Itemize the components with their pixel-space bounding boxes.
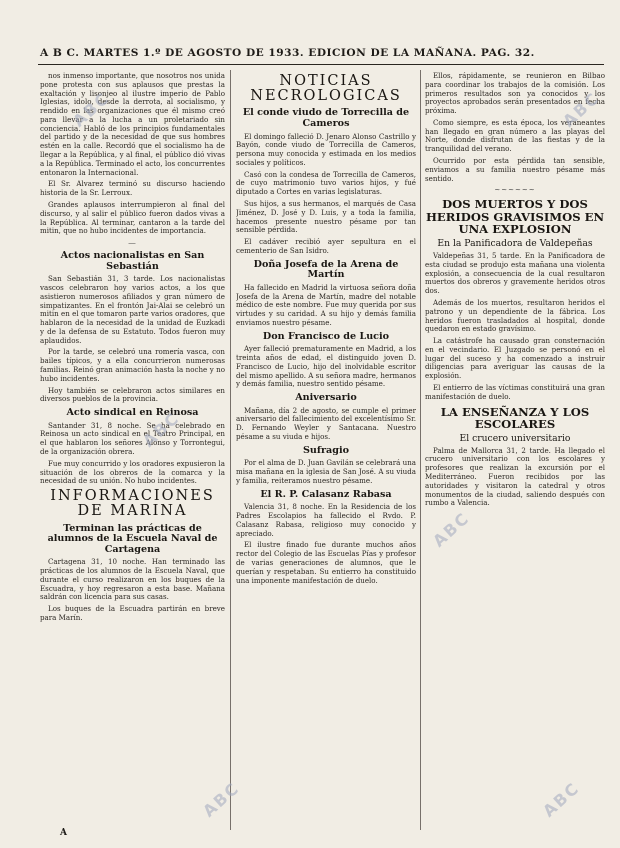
article-paragraph: El entierro de las víctimas constituirá una gran manifestación de duelo.	[425, 382, 605, 401]
headline-sindical: Acto sindical en Reinosa	[66, 407, 199, 419]
article-paragraph: Valdepeñas 31, 5 tarde. En la Panificadora de esta ciudad se produjo esta mañana una violenta explosión, a consecuencia de la cual resultaron muertos dos obreros y gravemente heridos otros dos.	[425, 251, 605, 296]
article-paragraph: Ha fallecido en Madrid la virtuosa señora doña Josefa de la Arena de Martín, madre del notable médico de este nombre. Fue muy querida por sus virtudes y su caridad. A su hijo y demás familia enviamos nuestro pésame.	[236, 282, 416, 327]
article-paragraph: Santander 31, 8 noche. Se ha celebrado en Reinosa un acto sindical en el Teatro Principal, en el que hablaron los señores Alonso y Torrontegui, de la organización obrera.	[40, 420, 225, 456]
headline-lucio: Don Francisco de Lucio	[262, 330, 390, 342]
column-1	[40, 72, 225, 836]
column-3	[425, 72, 605, 836]
watermark-text: ABC	[69, 88, 114, 131]
headline-explosion: DOS MUERTOS Y DOS HERIDOS GRAVISIMOS EN UNA EXPLOSION	[425, 197, 605, 237]
separator: ―	[128, 239, 137, 248]
article-paragraph: El domingo falleció D. Jenaro Alonso Castrillo y Bayón, conde viudo de Torrecilla de Cameros, persona muy conocida y estimada en los medios sociales y políticos.	[236, 131, 416, 167]
article-paragraph: Hoy también se celebraron actos similares en diversos pueblos de la provincia.	[40, 385, 225, 404]
article-paragraph: Por la tarde, se celebró una romería vasca, con bailes típicos, y a ella concurrieron numerosas familias. Reinó gran animación hasta la noche y no hubo incidentes.	[40, 347, 225, 383]
article-paragraph: Fue muy concurrido y los oradores expusieron la situación de los obreros de la comarca y la necesidad de su unión. No hubo incidentes.	[40, 458, 225, 486]
watermark-text: ABC	[429, 508, 474, 551]
article-paragraph: Mañana, día 2 de agosto, se cumple el primer aniversario del fallecimiento del excelentísimo Sr. D. Fernando Weyler y Santacana. Nuestro pésame a su viuda e hijos.	[236, 405, 416, 442]
article-paragraph: Ayer falleció prematuramente en Madrid, a los treinta años de edad, el distinguido joven D. Francisco de Lucio, hijo del inolvidable escritor del mismo apellido. A su señora madre, hermanos y demás familia, nuestro sentido pésame.	[236, 344, 416, 389]
headline-josefa: Doña Josefa de la Arena de Martín	[253, 258, 399, 281]
headline-actos: Actos nacionalistas en San Sebastián	[60, 250, 205, 272]
article-paragraph: Por el alma de D. Juan Gavilán se celebrará una misa mañana en la iglesia de San José. A su viuda y familia, reiteramos nuestro pésame.	[236, 458, 416, 485]
headline-ensenanza: LA ENSEÑANZA Y LOS ESCOLARES	[440, 404, 590, 432]
section-title-noticias: NOTICIAS NECROLOGICAS	[250, 73, 402, 105]
subheadline-crucero: El crucero universitario	[459, 432, 571, 444]
article-paragraph: Como siempre, es esta época, los veraneantes han llegado en gran número a las playas del Norte, donde disfrutan de las fiestas y de la tranquilidad del verano.	[425, 117, 605, 154]
article-paragraph: Los buques de la Escuadra partirán en breve para Marín.	[40, 604, 225, 622]
article-paragraph: Cartagena 31, 10 noche. Han terminado las prácticas de los alumnos de la Escuela Naval, que durante el curso realizaron en los buques de la Escuadra, y hoy regresaron a esta base. Mañana saldrán con licencia para sus casas.	[40, 557, 225, 602]
headline-conde: El conde viudo de Torrecilla de Cameros	[242, 107, 410, 129]
section-title-marina: INFORMACIONES DE MARINA	[50, 488, 215, 520]
article-paragraph: San Sebastián 31, 3 tarde. Los nacionalistas vascos celebraron hoy varios actos, a los que asistieron numerosos afiliados y gran número de simpatizantes. En el frontón Jai-Alai se celebró un mitin en el que tomaron parte varios oradores, que hablaron de la necesidad de la unidad de Euzkadi y de la defensa de su Estatuto. Todos fueron muy aplaudidos.	[40, 274, 225, 345]
article-paragraph: Además de los muertos, resultaron heridos el patrono y un dependiente de la fábrica. Los heridos fueron trasladados al hospital, donde quedaron en estado gravísimo.	[425, 297, 605, 334]
article-paragraph: Valencia 31, 8 noche. En la Residencia de los Padres Escolapios ha fallecido el Rvdo. P. Calasanz Rabasa, religioso muy conocido y apreciado.	[236, 502, 416, 538]
article-paragraph: Ocurrido por esta pérdida tan sensible, enviamos a su familia nuestro pésame más sentido.	[425, 156, 605, 183]
article-paragraph: Ellos, rápidamente, se reunieron en Bilbao para coordinar los trabajos de la comisión. Los primeros resultados son ya conocidos y los proyectos aprobados serán presentados en fecha próxima.	[425, 72, 605, 116]
headline-sufragio: Sufragio	[302, 444, 350, 456]
article-paragraph: La catástrofe ha causado gran consternación en el vecindario. El Juzgado se personó en el lugar del suceso y ha comenzado a instruir diligencias para averiguar las causas de la explosión.	[425, 336, 605, 381]
column-2	[236, 72, 416, 836]
column-divider	[420, 70, 421, 830]
article-paragraph: El cadáver recibió ayer sepultura en el cementerio de San Isidro.	[236, 237, 416, 255]
article-paragraph: El ilustre finado fue durante muchos años rector del Colegio de las Escuelas Pías y profesor de varias generaciones de alumnos, que le querían y respetaban. Su entierro ha constituido una imponente manifestación de duelo.	[236, 540, 416, 585]
article-paragraph: nos inmenso importante, que nosotros nos unida pone protesta con sus aplausos que prestas la exaltación y lisonjeo al ilustre imperio de Pablo Iglesias, idolo, desde la derrota, al socialismo, y rendido en las organizaciones que él mismo creó para llevar a la lucha a un proletariado sin conciencia. Habló de los principios fundamentales del partido y de la necesidad de que sus hombres estén en la calle. Recordó que el socialismo ha de llegar a la República, y al final, el público dió vivas a la República. Terminado el acto, los concurrentes entonaron la Internacional.	[40, 72, 225, 177]
page-header: A B C. MARTES 1.º DE AGOSTO DE 1933. EDICION DE LA MAÑANA. PAG. 32.	[40, 47, 535, 59]
header-rule	[38, 64, 604, 65]
article-paragraph: Casó con la condesa de Torrecilla de Cameros, de cuyo matrimonio tuvo varios hijos, y fué diputado a Cortes en varias legislaturas.	[236, 169, 416, 197]
separator: ~~~~~~	[494, 186, 536, 195]
headline-practicas: Terminan las prácticas de alumnos de la Escuela Naval de Cartagena	[47, 522, 218, 555]
article-paragraph: Grandes aplausos interrumpieron al final del discurso, y al salir el público fueron dados vivas a la República. Al terminar, cantaron a la tarde del mitin, que no hubo incidentes de importancia.	[40, 199, 225, 236]
watermark-text: ABC	[139, 408, 184, 451]
watermark-text: ABC	[199, 778, 244, 821]
watermark-text: ABC	[559, 88, 604, 131]
watermark-text: ABC	[539, 778, 584, 821]
headline-rabasa: El R. P. Calasanz Rabasa	[260, 488, 392, 500]
article-paragraph: Palma de Mallorca 31, 2 tarde. Ha llegado el crucero universitario con los escolares y profesores que realizan la excursión por el Mediterráneo. Fueron recibidos por las autoridades y visitaron la catedral y otros monumentos de la ciudad, saliendo después con rumbo a Valencia.	[425, 445, 605, 508]
article-paragraph: El Sr. Alvarez terminó su discurso haciendo historia de la Sr. Lerroux.	[40, 179, 225, 198]
subheadline-panificadora: En la Panificadora de Valdepeñas	[437, 237, 593, 249]
article-paragraph: Sus hijos, a sus hermanos, el marqués de Casa Jiménez, D. José y D. Luis, y a toda la familia, hacemos presente nuestro pésame por tan sensible pérdida.	[236, 199, 416, 235]
headline-aniversario: Aniversario	[295, 392, 357, 404]
footer-mark: A	[60, 828, 67, 838]
column-divider	[230, 70, 231, 830]
